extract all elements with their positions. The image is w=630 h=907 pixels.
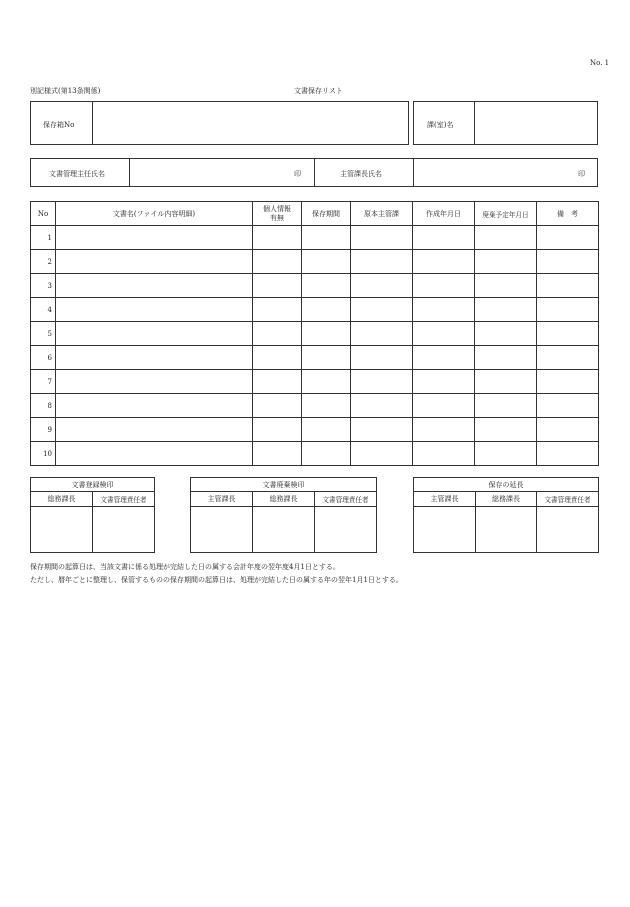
stamp-cell[interactable]	[31, 507, 93, 553]
table-cell[interactable]	[351, 346, 413, 370]
stamp-box-registration	[30, 477, 155, 553]
table-cell[interactable]	[302, 226, 351, 250]
manager-row	[30, 158, 598, 187]
table-cell[interactable]	[413, 394, 475, 418]
stamp-box-title: 文書登録検印	[31, 478, 155, 492]
box-no-section	[30, 101, 409, 145]
stamp-column-label: 文書管理責任者	[537, 492, 599, 507]
stamp-cell[interactable]	[476, 507, 537, 553]
table-cell[interactable]	[253, 442, 302, 466]
table-cell[interactable]	[413, 226, 475, 250]
table-cell[interactable]	[253, 346, 302, 370]
table-cell[interactable]	[253, 226, 302, 250]
table-cell[interactable]	[253, 394, 302, 418]
stamp-column-label: 主管課長	[414, 492, 476, 507]
table-cell[interactable]	[56, 226, 253, 250]
table-cell[interactable]	[413, 442, 475, 466]
table-cell[interactable]	[56, 346, 253, 370]
table-cell[interactable]	[351, 394, 413, 418]
col-header-original-dept: 原本主管課	[351, 202, 413, 226]
table-cell[interactable]	[253, 322, 302, 346]
table-cell[interactable]	[537, 274, 599, 298]
table-cell[interactable]	[56, 250, 253, 274]
col-header-remarks: 備 考	[537, 202, 599, 226]
stamp-column-label: 主管課長	[191, 492, 253, 507]
table-cell[interactable]	[302, 322, 351, 346]
table-row	[31, 274, 599, 298]
table-cell[interactable]	[413, 322, 475, 346]
page-number: No. 1	[590, 59, 610, 67]
row-number: 8	[31, 394, 56, 418]
table-cell[interactable]	[537, 442, 599, 466]
table-cell[interactable]	[56, 298, 253, 322]
col-header-retention-period: 保存期間	[302, 202, 351, 226]
table-cell[interactable]	[475, 298, 537, 322]
table-cell[interactable]	[253, 418, 302, 442]
box-no-field[interactable]	[94, 104, 406, 142]
stamp-cell[interactable]	[537, 507, 599, 553]
document-list-table	[30, 201, 599, 466]
stamp-cell[interactable]	[191, 507, 253, 553]
table-cell[interactable]	[537, 418, 599, 442]
chief-seal: 印	[578, 170, 585, 178]
table-cell[interactable]	[351, 370, 413, 394]
stamp-cell[interactable]	[315, 507, 377, 553]
table-cell[interactable]	[475, 250, 537, 274]
table-cell[interactable]	[351, 250, 413, 274]
table-cell[interactable]	[351, 442, 413, 466]
col-header-document-name: 文書名(ファイル内容明細)	[56, 202, 253, 226]
row-number: 9	[31, 418, 56, 442]
stamp-box-title: 文書廃棄検印	[191, 478, 377, 492]
stamp-cell[interactable]	[414, 507, 476, 553]
table-cell[interactable]	[475, 418, 537, 442]
chief-label: 主管課長氏名	[340, 170, 382, 178]
col-header-personal-info: 個人情報 有無	[253, 202, 302, 226]
table-cell[interactable]	[537, 346, 599, 370]
table-cell[interactable]	[302, 274, 351, 298]
chief-field[interactable]	[415, 161, 575, 184]
table-row	[31, 322, 599, 346]
table-cell[interactable]	[475, 322, 537, 346]
stamp-column-label: 総務課長	[253, 492, 315, 507]
table-cell[interactable]	[537, 394, 599, 418]
table-cell[interactable]	[302, 442, 351, 466]
table-cell[interactable]	[351, 322, 413, 346]
table-cell[interactable]	[351, 418, 413, 442]
divider	[474, 102, 475, 144]
table-cell[interactable]	[413, 346, 475, 370]
table-cell[interactable]	[537, 370, 599, 394]
table-cell[interactable]	[537, 226, 599, 250]
table-cell[interactable]	[351, 298, 413, 322]
divider	[314, 159, 315, 186]
table-cell[interactable]	[253, 298, 302, 322]
stamp-cell[interactable]	[93, 507, 155, 553]
table-cell[interactable]	[475, 274, 537, 298]
row-number: 4	[31, 298, 56, 322]
divider	[92, 102, 93, 144]
table-cell[interactable]	[253, 250, 302, 274]
table-cell[interactable]	[475, 346, 537, 370]
table-cell[interactable]	[475, 394, 537, 418]
table-cell[interactable]	[302, 298, 351, 322]
table-cell[interactable]	[351, 226, 413, 250]
table-cell[interactable]	[475, 226, 537, 250]
table-cell[interactable]	[351, 274, 413, 298]
row-number: 2	[31, 250, 56, 274]
table-cell[interactable]	[475, 370, 537, 394]
table-cell[interactable]	[302, 418, 351, 442]
table-cell[interactable]	[537, 250, 599, 274]
table-row	[31, 370, 599, 394]
table-cell[interactable]	[253, 274, 302, 298]
row-number: 7	[31, 370, 56, 394]
page-title: 文書保存リスト	[294, 87, 343, 95]
section-name-label: 課(室)名	[427, 121, 454, 129]
divider	[413, 159, 414, 186]
stamp-cell[interactable]	[253, 507, 315, 553]
table-row	[31, 250, 599, 274]
table-cell[interactable]	[253, 370, 302, 394]
doc-manager-field[interactable]	[131, 161, 311, 184]
row-number: 6	[31, 346, 56, 370]
table-cell[interactable]	[302, 370, 351, 394]
stamp-box-extension	[413, 477, 599, 553]
stamp-column-label: 文書管理責任者	[315, 492, 377, 507]
table-cell[interactable]	[56, 418, 253, 442]
table-row	[31, 346, 599, 370]
table-cell[interactable]	[413, 418, 475, 442]
table-row	[31, 298, 599, 322]
table-cell[interactable]	[56, 370, 253, 394]
col-header-disposal-date: 廃棄予定年月日	[475, 202, 537, 226]
table-cell[interactable]	[56, 394, 253, 418]
table-cell[interactable]	[302, 250, 351, 274]
table-cell[interactable]	[413, 274, 475, 298]
section-name-field[interactable]	[476, 104, 595, 142]
stamp-box-disposal	[190, 477, 377, 553]
table-header-row	[31, 202, 599, 226]
stamp-box-title: 保存の延長	[414, 478, 599, 492]
table-cell[interactable]	[413, 298, 475, 322]
table-row	[31, 394, 599, 418]
stamp-column-label: 総務課長	[31, 492, 93, 507]
doc-manager-label: 文書管理主任氏名	[49, 170, 105, 178]
note-line: 保存期間の起算日は、当該文書に係る処理が完結した日の属する会計年度の翌年度4月1日とする。	[30, 563, 340, 571]
doc-manager-seal: 印	[294, 170, 301, 178]
table-row	[31, 442, 599, 466]
table-cell[interactable]	[413, 370, 475, 394]
table-cell[interactable]	[56, 442, 253, 466]
table-cell[interactable]	[302, 394, 351, 418]
table-cell[interactable]	[56, 322, 253, 346]
note-line: ただし、暦年ごとに整理し、保管するものの保存期間の起算日は、処理が完結した日の属する年の翌年1月1日とする。	[30, 576, 403, 584]
table-row	[31, 226, 599, 250]
table-cell[interactable]	[413, 250, 475, 274]
table-cell[interactable]	[475, 442, 537, 466]
table-cell[interactable]	[302, 346, 351, 370]
table-cell[interactable]	[537, 322, 599, 346]
table-cell[interactable]	[537, 298, 599, 322]
section-name-section	[413, 101, 598, 145]
stamp-column-label: 総務課長	[476, 492, 537, 507]
stamp-column-label: 文書管理責任者	[93, 492, 155, 507]
row-number: 3	[31, 274, 56, 298]
col-header-no: No	[31, 202, 56, 226]
table-row	[31, 418, 599, 442]
row-number: 10	[31, 442, 56, 466]
row-number: 1	[31, 226, 56, 250]
box-no-label: 保存箱No	[43, 121, 75, 129]
row-number: 5	[31, 322, 56, 346]
table-cell[interactable]	[56, 274, 253, 298]
form-reference: 別記様式(第13条関係)	[30, 87, 101, 95]
divider	[129, 159, 130, 186]
col-header-created-date: 作成年月日	[413, 202, 475, 226]
